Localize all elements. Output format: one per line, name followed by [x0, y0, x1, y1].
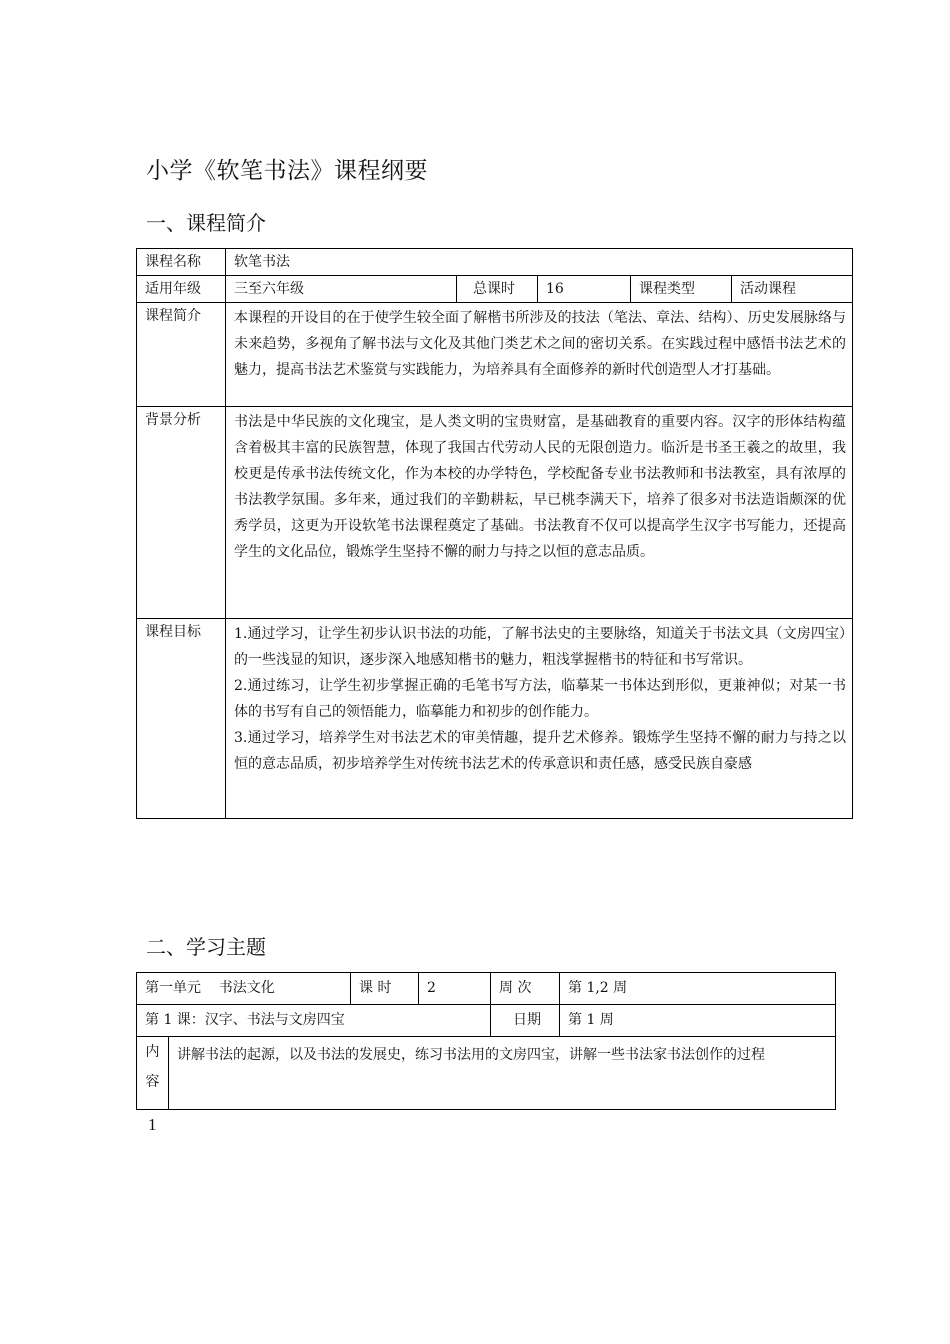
course-type-value: 活动课程: [732, 276, 853, 303]
content-label-char: 容: [145, 1074, 160, 1090]
page-title: 小学《软笔书法》课程纲要: [146, 158, 428, 184]
lesson-date-value: 第 1 周: [560, 1005, 836, 1037]
course-name-label: 课程名称: [137, 249, 226, 276]
goals-label: 课程目标: [137, 619, 226, 819]
content-label: [137, 1037, 169, 1110]
background-text: 书法是中华民族的文化瑰宝，是人类文明的宝贵财富，是基础教育的重要内容。汉字的形体结构蕴含着极其丰富的民族智慧，体现了我国古代劳动人民的无限创造力。临沂是书圣王羲之的故里，我校更是传承书法传统文化，作为本校的办学特色，学校配备专业书法教师和书法教室，具有浓厚的书法教学氛围。多年来，通过我们的辛勤耕耘，早已桃李满天下，培养了很多对书法造诣颇深的优秀学员，这更为开设软笔书法课程奠定了基础。书法教育不仅可以提高学生汉字书写能力，还提高学生的文化品位，锻炼学生坚持不懈的耐力与持之以恒的意志品质。: [226, 407, 853, 619]
unit-title: 第一单元 书法文化: [137, 973, 351, 1005]
content-label-char: 内: [145, 1044, 160, 1060]
lesson-date-label: 日期: [491, 1005, 560, 1037]
table-row: [137, 619, 853, 819]
table-row: [137, 276, 853, 303]
table-row: [137, 407, 853, 619]
goal-item: 1.通过学习，让学生初步认识书法的功能，了解书法史的主要脉络，知道关于书法文具（文房四宝）的一些浅显的知识，逐步深入地感知楷书的魅力，粗浅掌握楷书的特征和书写常识。: [234, 626, 847, 668]
total-hours-label: 总课时: [457, 276, 538, 303]
background-label: 背景分析: [137, 407, 226, 619]
unit-table: [136, 972, 836, 1110]
content-text: 讲解书法的起源，以及书法的发展史，练习书法用的文房四宝，讲解一些书法家书法创作的过程: [169, 1037, 836, 1110]
intro-text: 本课程的开设目的在于使学生较全面了解楷书所涉及的技法（笔法、章法、结构）、历史发展脉络与未来趋势，多视角了解书法与文化及其他门类艺术之间的密切关系。在实践过程中感悟书法艺术的魅力，提高书法艺术鉴赏与实践能力，为培养具有全面修养的新时代创造型人才打基础。: [226, 303, 853, 407]
table-row: [137, 973, 836, 1005]
total-hours-value: 16: [538, 276, 631, 303]
table-row: [137, 1037, 836, 1110]
grade-label: 适用年级: [137, 276, 226, 303]
table-row: [137, 303, 853, 407]
unit-week-label: 周 次: [491, 973, 560, 1005]
goal-item: 3.通过学习，培养学生对书法艺术的审美情趣，提升艺术修养。锻炼学生坚持不懈的耐力与持之以恒的意志品质，初步培养学生对传统书法艺术的传承意识和责任感，感受民族自豪感: [234, 730, 847, 772]
lesson-title: 第 1 课：汉字、书法与文房四宝: [137, 1005, 491, 1037]
course-name-value: 软笔书法: [226, 249, 853, 276]
unit-week-value: 第 1,2 周: [560, 973, 836, 1005]
grade-value: 三至六年级: [226, 276, 457, 303]
unit-hours-value: 2: [419, 973, 491, 1005]
section-heading-learning-topics: 二、学习主题: [146, 935, 266, 959]
intro-label: 课程简介: [137, 303, 226, 407]
course-type-label: 课程类型: [631, 276, 732, 303]
table-row: [137, 1005, 836, 1037]
goals-text: [226, 619, 853, 819]
page-number: 1: [148, 1115, 157, 1134]
goal-item: 2.通过练习，让学生初步掌握正确的毛笔书写方法，临摹某一书体达到形似，更兼神似；对某一书体的书写有自己的领悟能力，临摹能力和初步的创作能力。: [234, 678, 847, 720]
course-info-table: [136, 248, 853, 819]
section-heading-course-intro: 一、课程简介: [146, 211, 266, 235]
table-row: [137, 249, 853, 276]
unit-hours-label: 课 时: [351, 973, 419, 1005]
